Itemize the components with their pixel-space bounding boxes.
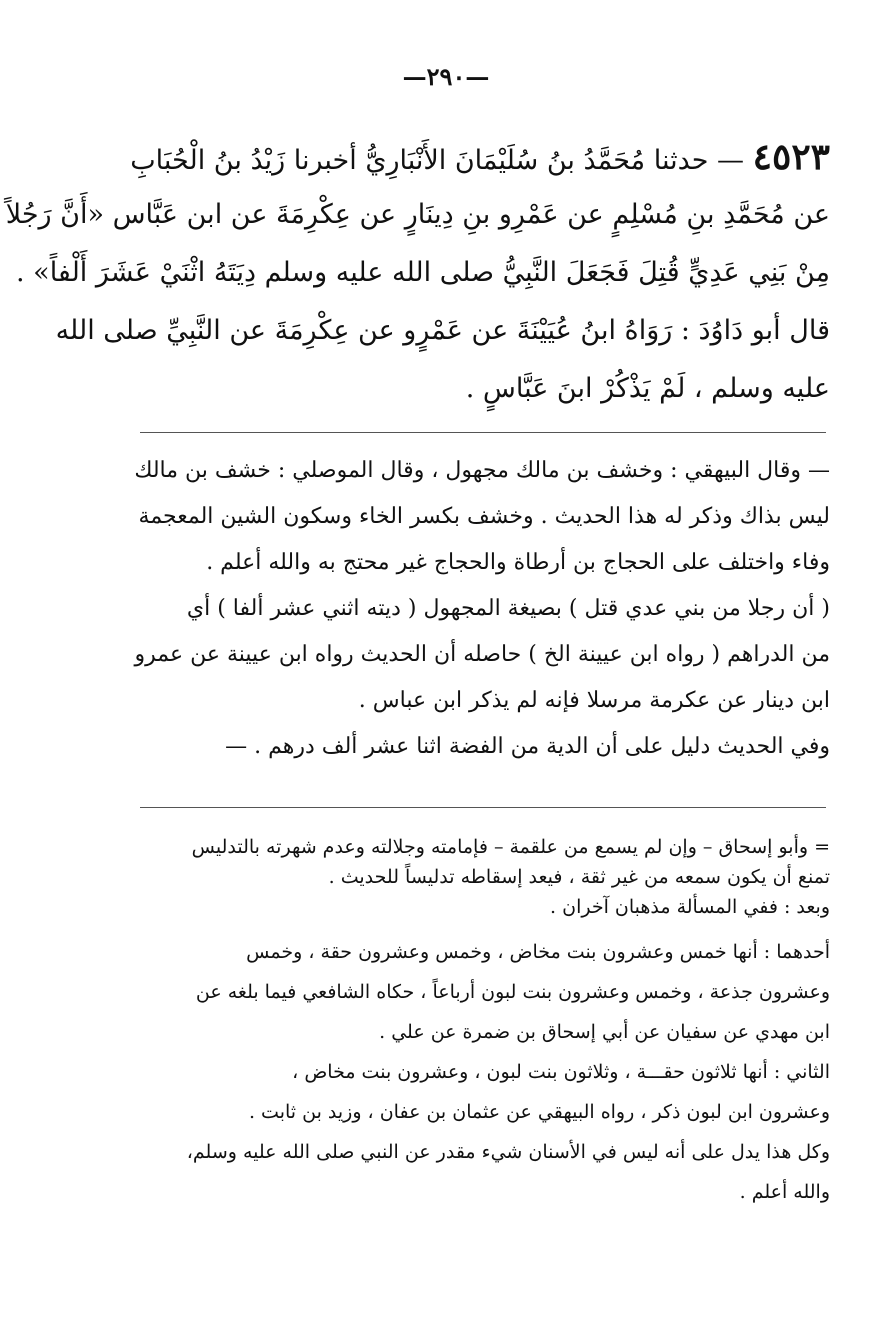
footnote-block xyxy=(130,832,830,1212)
commentary-line: ( أن رجلا من بني عدي قتل ) بصيغة المجهول ( ديته اثني عشر ألفا ) أي xyxy=(186,596,830,621)
page-number: —٢٩٠— xyxy=(402,62,490,91)
commentary-line: من الدراهم ( رواه ابن عيينة الخ ) حاصله أن الحديث رواه ابن عيينة عن عمرو xyxy=(134,642,830,667)
hadith-block xyxy=(5,128,830,418)
footnote-line: والله أعلم . xyxy=(739,1181,830,1203)
hadith-line: عليه وسلم ، لَمْ يَذْكُرْ ابنَ عَبَّاسٍ . xyxy=(465,373,830,404)
hadith-line: عن مُحَمَّدِ بنِ مُسْلِمٍ عن عَمْرِو بنِ دِينَارٍ عن عِكْرِمَةَ عن ابن عَبَّاس «أَنَّ رَجُلاً xyxy=(5,199,830,230)
spacer xyxy=(130,922,830,932)
hadith-number: ٤٥٢٣ xyxy=(752,136,830,178)
footnote-line: = وأبو إسحاق – وإن لم يسمع من علقمة – فإمامته وجلالته وعدم شهرته بالتدليس xyxy=(191,836,830,858)
footnote-line: وعشرون ابن لبون ذكر ، رواه البيهقي عن عثمان بن عفان ، وزيد بن ثابت . xyxy=(248,1101,830,1123)
commentary-block xyxy=(130,448,830,770)
commentary-line: وفاء واختلف على الحجاج بن أرطاة والحجاج غير محتج به والله أعلم . xyxy=(206,550,830,575)
commentary-line: وفي الحديث دليل على أن الدية من الفضة اثنا عشر ألف درهم . — xyxy=(225,734,830,759)
commentary-line: ابن دينار عن عكرمة مرسلا فإنه لم يذكر ابن عباس . xyxy=(358,688,830,713)
hadith-line: قال أبو دَاوُدَ : رَوَاهُ ابنُ عُيَيْنَةَ عن عَمْرٍو عن عِكْرِمَةَ عن النَّبِيِّ صلى الله xyxy=(55,315,830,346)
footnote-line: أحدهما : أنها خمس وعشرون بنت مخاض ، وخمس وعشرون حقة ، وخمس xyxy=(246,941,830,963)
hadith-line xyxy=(130,128,830,186)
footnote-line: وكل هذا يدل على أنه ليس في الأسنان شيء مقدر عن النبي صلى الله عليه وسلم، xyxy=(186,1141,830,1163)
hadith-text: — حدثنا مُحَمَّدُ بنُ سُلَيْمَانَ الأَنْبَارِيُّ أخبرنا زَيْدُ بنُ الْحُبَابِ xyxy=(130,145,745,176)
footnote-line: ابن مهدي عن سفيان عن أبي إسحاق بن ضمرة عن علي . xyxy=(379,1021,830,1043)
footnote-line: تمنع أن يكون سمعه من غير ثقة ، فيعد إسقاطه تدليساً للحديث . xyxy=(328,866,830,888)
footnote-line: الثاني : أنها ثلاثون حقـــة ، وثلاثون بنت لبون ، وعشرون بنت مخاض ، xyxy=(292,1061,830,1083)
divider xyxy=(140,807,826,808)
commentary-line: — وقال البيهقي : وخشف بن مالك مجهول ، وقال الموصلي : خشف بن مالك xyxy=(134,458,830,483)
footnote-line: وبعد : ففي المسألة مذهبان آخران . xyxy=(550,896,830,918)
footnote-line: وعشرون جذعة ، وخمس وعشرون بنت لبون أرباعاً ، حكاه الشافعي فيما بلغه عن xyxy=(195,981,830,1003)
commentary-line: ليس بذاك وذكر له هذا الحديث . وخشف بكسر الخاء وسكون الشين المعجمة xyxy=(138,504,830,529)
hadith-line: مِنْ بَنِي عَدِيٍّ قُتِلَ فَجَعَلَ النَّبِيُّ صلى الله عليه وسلم دِيَتَهُ اثْنَيْ عَشَرَ أَلْفاً» . xyxy=(16,257,830,288)
divider xyxy=(140,432,826,433)
